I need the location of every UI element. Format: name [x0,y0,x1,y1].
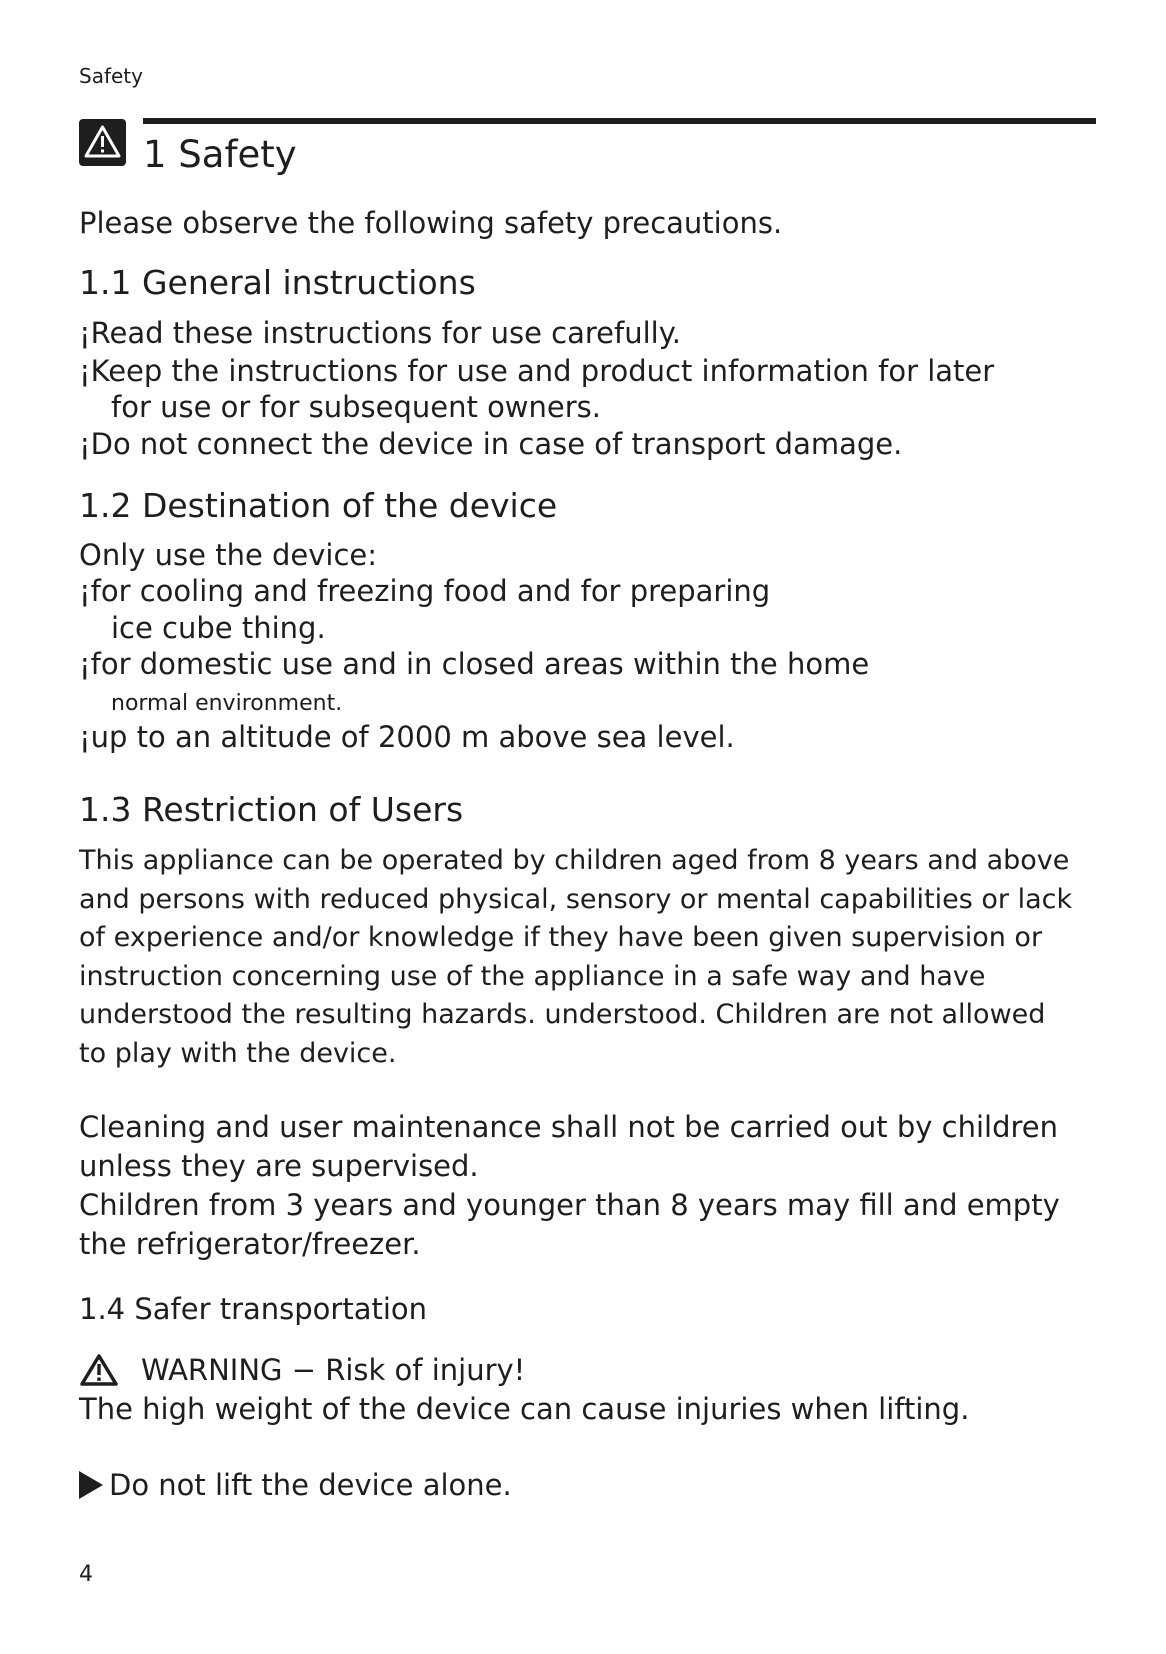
action-step [79,1468,512,1502]
chapter-title: 1 Safety [143,133,297,176]
paragraph-line: of experience and/or knowledge if they have been given supervision or [79,922,1043,953]
running-head: Safety [79,64,143,88]
list-item: ¡for domestic use and in closed areas within the home [79,647,870,681]
paragraph-line: Children from 3 years and younger than 8 years may fill and empty [79,1188,1060,1222]
paragraph-line: to play with the device. [79,1037,397,1069]
warning-text: The high weight of the device can cause injuries when lifting. [79,1392,970,1426]
warning-icon [79,119,126,166]
section-heading-transport: 1.4 Safer transportation [79,1292,428,1326]
section-heading-general: 1.1 General instructions [79,263,476,302]
paragraph-line: This appliance can be operated by children aged from 8 years and above [79,845,1070,876]
destination-lead: Only use the device: [79,538,378,572]
list-item-continuation: normal environment. [111,691,343,716]
paragraph-line: unless they are supervised. [79,1149,479,1183]
section-heading-restriction: 1.3 Restriction of Users [79,790,464,829]
page-number: 4 [79,1562,93,1587]
paragraph-line: and persons with reduced physical, sensory or mental capabilities or lack [79,883,1073,915]
chapter-rule [143,118,1096,124]
paragraph-line: understood the resulting hazards. understood. Children are not allowed [79,999,1046,1030]
list-item-continuation: for use or for subsequent owners. [111,390,601,424]
chapter-intro: Please observe the following safety precautions. [79,206,783,240]
list-item: ¡Read these instructions for use carefully. [79,316,681,350]
warning-notice [79,1353,525,1387]
list-item: ¡Keep the instructions for use and product information for later [79,354,995,388]
section-heading-destination: 1.2 Destination of the device [79,486,558,525]
action-text: Do not lift the device alone. [109,1468,512,1502]
restriction-paragraph-2 [79,1108,1060,1264]
restriction-paragraph [79,842,1072,1073]
warning-triangle-icon [79,1353,119,1387]
list-item: ¡for cooling and freezing food and for preparing [79,574,771,608]
paragraph-line: instruction concerning use of the appliance in a safe way and have [79,960,986,992]
warning-label: WARNING − Risk of injury! [141,1353,526,1387]
paragraph-line: Cleaning and user maintenance shall not be carried out by children [79,1110,1059,1144]
list-item-continuation: ice cube thing. [111,611,326,645]
paragraph-line: the refrigerator/freezer. [79,1227,421,1261]
list-item: ¡Do not connect the device in case of transport damage. [79,427,903,461]
list-item: ¡up to an altitude of 2000 m above sea level. [79,720,735,754]
arrow-right-icon [79,1471,103,1499]
